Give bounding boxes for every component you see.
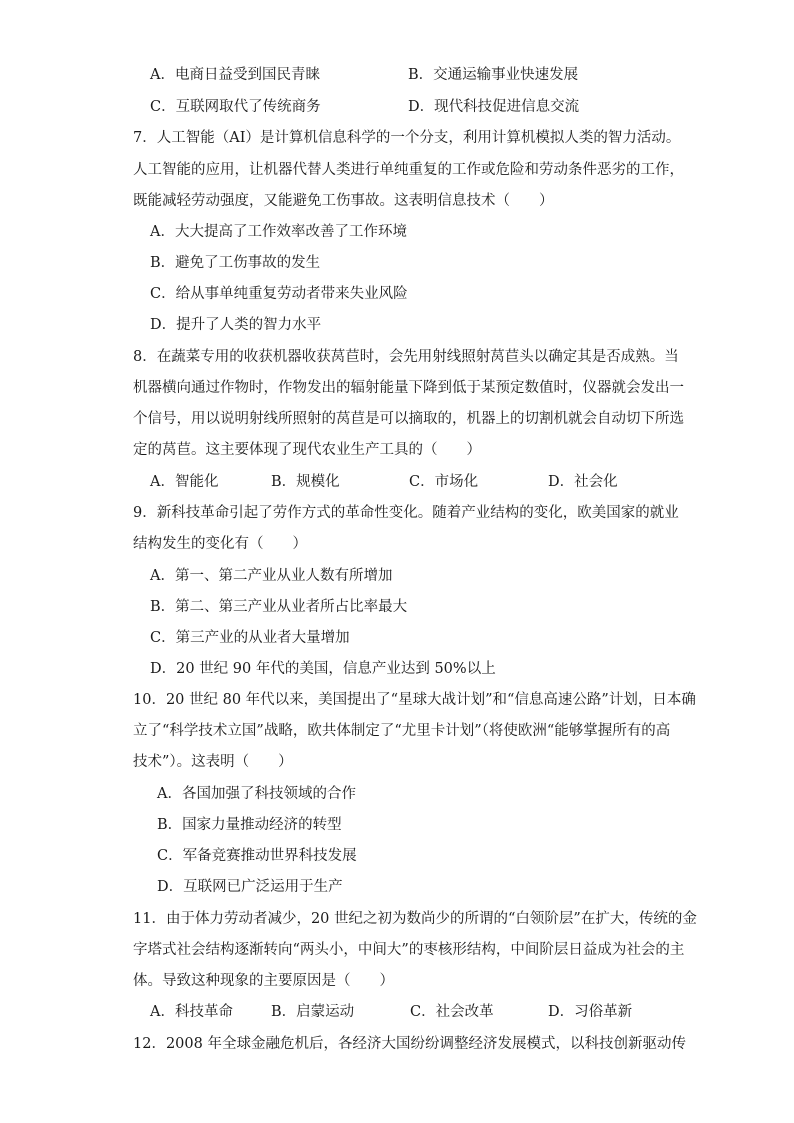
q12-stem-line-1: 12．2008 年全球金融危机后，各经济大国纷纷调整经济发展模式，以科技创新驱动传 xyxy=(133,1036,686,1052)
q9-option-a: A．第一、第二产业从业人数有所增加 xyxy=(150,568,393,584)
q8-option-d: D．社会化 xyxy=(548,474,618,490)
q10-option-a: A．各国加强了科技领域的合作 xyxy=(157,786,356,802)
q6-option-c: C．互联网取代了传统商务 xyxy=(150,99,321,115)
q10-stem-line-3: 技术”）。这表明（ ） xyxy=(133,754,293,770)
q11-option-c: C．社会改革 xyxy=(410,1004,494,1020)
q8-stem-line-1: 8．在蔬菜专用的收获机器收获莴苣时，会先用射线照射莴苣头以确定其是否成熟。当 xyxy=(133,349,679,365)
q11-stem-line-1: 11．由于体力劳动者减少，20 世纪之初为数尚少的所谓的“白领阶层”在扩大，传统的金 xyxy=(133,911,697,927)
q7-option-c: C．给从事单纯重复劳动者带来失业风险 xyxy=(150,286,408,302)
q9-option-c: C．第三产业的从业者大量增加 xyxy=(150,630,350,646)
q11-option-d: D．习俗革新 xyxy=(548,1004,633,1020)
q10-option-d: D．互联网已广泛运用于生产 xyxy=(157,879,343,895)
q11-stem-line-2: 字塔式社会结构逐渐转向“两头小，中间大”的枣核形结构，中间阶层日益成为社会的主 xyxy=(133,942,685,958)
q8-stem-line-4: 定的莴苣。这主要体现了现代农业生产工具的（ ） xyxy=(133,442,481,458)
q7-option-d: D．提升了人类的智力水平 xyxy=(150,317,322,333)
q10-stem-line-2: 立了“科学技术立国”战略，欧共体制定了“尤里卡计划”（将使欧洲“能够掌握所有的高 xyxy=(133,723,671,739)
q7-stem-line-3: 既能减轻劳动强度，又能避免工伤事故。这表明信息技术（ ） xyxy=(133,193,554,209)
q8-option-b: B．规模化 xyxy=(271,474,340,490)
q8-option-a: A．智能化 xyxy=(150,474,219,490)
q10-option-c: C．军备竞赛推动世界科技发展 xyxy=(157,848,357,864)
q6-option-d: D．现代科技促进信息交流 xyxy=(408,99,580,115)
q7-option-a: A．大大提高了工作效率改善了工作环境 xyxy=(150,224,407,240)
q10-option-b: B．国家力量推动经济的转型 xyxy=(157,817,342,833)
q9-option-b: B．第二、第三产业从业者所占比率最大 xyxy=(150,599,408,615)
q7-option-b: B．避免了工伤事故的发生 xyxy=(150,255,321,271)
q6-option-a: A．电商日益受到国民青睐 xyxy=(150,67,320,83)
q9-stem-line-2: 结构发生的变化有（ ） xyxy=(133,536,307,552)
q7-stem-line-2: 人工智能的应用，让机器代替人类进行单纯重复的工作或危险和劳动条件恶劣的工作， xyxy=(133,162,684,178)
q6-option-b: B．交通运输事业快速发展 xyxy=(408,67,579,83)
q9-option-d: D．20 世纪 90 年代的美国，信息产业达到 50%以上 xyxy=(150,661,496,677)
q8-stem-line-2: 机器横向通过作物时，作物发出的辐射能量下降到低于某预定数值时，仪器就会发出一 xyxy=(133,380,684,396)
q8-stem-line-3: 个信号，用以说明射线所照射的莴苣是可以摘取的，机器上的切割机就会自动切下所选 xyxy=(133,411,684,427)
q11-option-a: A．科技革命 xyxy=(150,1004,233,1020)
q10-stem-line-1: 10．20 世纪 80 年代以来，美国提出了“星球大战计划”和“信息高速公路”计划，日本确 xyxy=(133,692,696,708)
q9-stem-line-1: 9．新科技革命引起了劳作方式的革命性变化。随着产业结构的变化，欧美国家的就业 xyxy=(133,505,679,521)
q8-option-c: C．市场化 xyxy=(409,474,479,490)
q7-stem-line-1: 7．人工智能（AI）是计算机信息科学的一个分支，利用计算机模拟人类的智力活动。 xyxy=(133,130,681,146)
q11-stem-line-3: 体。导致这种现象的主要原因是（ ） xyxy=(133,973,394,989)
q11-option-b: B．启蒙运动 xyxy=(271,1004,355,1020)
